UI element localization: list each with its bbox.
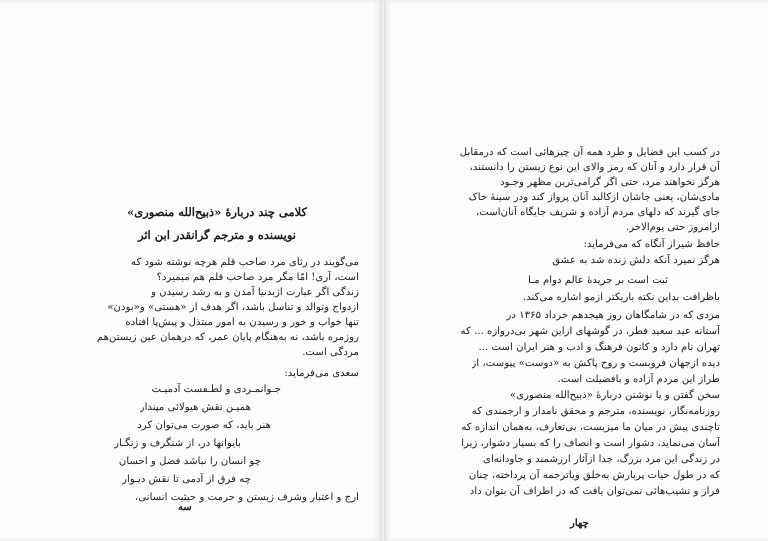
- verse-line: جـوانمـردی و لطـفست آدمیـت: [151, 384, 281, 395]
- page-number: سه: [178, 502, 192, 513]
- verse-line: چو انسان را نباشد فضل و احسان: [118, 456, 261, 467]
- verse-line: بایوانها در، از شنگرف و زنگـار: [114, 438, 241, 449]
- body-line: در کسب این فضایل و طرد همه آن چیزهائی است که درمقابل: [459, 147, 720, 158]
- body-line: که در طول حیات پربارش به‌خلق ویاترجمه آن پرداخته، چنان: [468, 470, 720, 481]
- verse-line: هنر باید، که صورت می‌توان کرد: [137, 420, 271, 431]
- verse-line: هرگز نمیرد آنکه دلش زنده شد به عشق: [552, 255, 720, 266]
- body-line: فراز و نشیب‌هائی نمی‌توان یافت که در اطراف آن بتوان داد: [469, 486, 720, 497]
- body-line: تهران نام دارد و کانون فرهنگ و ادب و هنر ایران است ...: [478, 342, 720, 353]
- body-line: تاچندی پیش در میان ما میزیست، بی‌تعارف، به‌همان اندازه که: [461, 422, 720, 433]
- body-line: در زندگی این مرد بزرگ، جدا ازآثار ارزشمند و جاودانه‌ای: [482, 454, 720, 465]
- verse-line: ثبت است بر جریدهٔ عالم دوام مـا: [528, 275, 668, 286]
- body-line: روزنامه‌نگار، نویسنده، مترجم و محقق نامدار و ارجمندی که: [471, 406, 720, 417]
- body-line: مادی‌شان، یعنی جاشان ازکالبد آنان پرواز کند ودر سینهٔ خاک: [468, 192, 720, 203]
- body-line: مردی که در شامگاهان روز هیجدهم خرداد ۱۳۶۵ در: [506, 310, 720, 321]
- body-line: روزمره باشد، نه به‌هنگام پایان عمر، که درهمان عین زیستن‌هم: [96, 332, 359, 343]
- body-line: سخن گفتن و یا نوشتن دربارهٔ «ذبیح‌الله منصوری»: [509, 390, 720, 401]
- body-line: آن قرار دارد و آنان که رمز والای این نوع زیستن را دانستند،: [469, 162, 720, 173]
- body-line: دیده ازجهان فروبست و روح پاکش به «دوست» پیوست، از: [471, 358, 720, 369]
- body-line: ارج و اعتبار وشرف زیستن و حرمت و حیثیت انسانی،: [135, 492, 359, 503]
- body-line: جای گیرند که دلهای مردم آزاده و شریف جایگاه آنان‌است،: [475, 207, 720, 218]
- body-line: است، آری! امّا مگر مرد صاحب قلم هم میمیرد؟: [156, 272, 359, 283]
- body-line: آستانه عید سعید فطر، در گوشهای ازاین شهر بی‌دروازه ... که: [460, 326, 720, 337]
- chapter-title: کلامی چند دربارهٔ «ذبیح‌الله منصوری»: [126, 205, 308, 219]
- body-line: زندگی اگر عبارت ازبدنیا آمدن و به رشد رسیدن و: [150, 287, 359, 298]
- body-line: مردگی است.: [302, 347, 359, 358]
- body-line: ازدواج وتوالد و تناسل باشد، اگر هدف از «هستی» و«بودن»: [107, 302, 359, 313]
- chapter-subtitle: نویسنده و مترجم گرانقدر ابن اثر: [138, 228, 296, 242]
- verse-line: همیـن نقش هیولائی مپندار: [139, 402, 251, 413]
- body-line: باظرافت بداین نکته باریکتر ازمو اشاره می‌کند.: [522, 292, 720, 303]
- verse-line: چه فرق از آدمی تا نقش دیـوار: [122, 474, 251, 485]
- body-line: می‌گویند در رثای مرد صاحب قلم هرچه نوشته شود که: [130, 257, 359, 268]
- right-page: [385, 0, 768, 541]
- page-number: چهار: [570, 518, 589, 529]
- body-line: ازامروز حتی یوم‌الاخر.: [625, 222, 720, 233]
- left-page: [0, 0, 381, 541]
- body-line: آسان می‌نماید، دشوار است و انصاف را که بسیار دشوار، زیرا: [461, 438, 720, 449]
- body-line: هرگز نخواهند مرد، حتی اگر گرامی‌ترین مظهر وجـود: [500, 177, 720, 188]
- body-line: طراز این مردم آزاده و بافضیلت است.: [557, 374, 720, 385]
- body-line: تنها خواب و خور و رسیدن به امور مبتذل و پیش‌پا افتاده: [125, 317, 359, 328]
- hafez-intro: حافظ شیراز آنگاه که می‌فرماید:: [583, 239, 720, 250]
- saadi-intro: سعدی می‌فرماید:: [284, 368, 359, 379]
